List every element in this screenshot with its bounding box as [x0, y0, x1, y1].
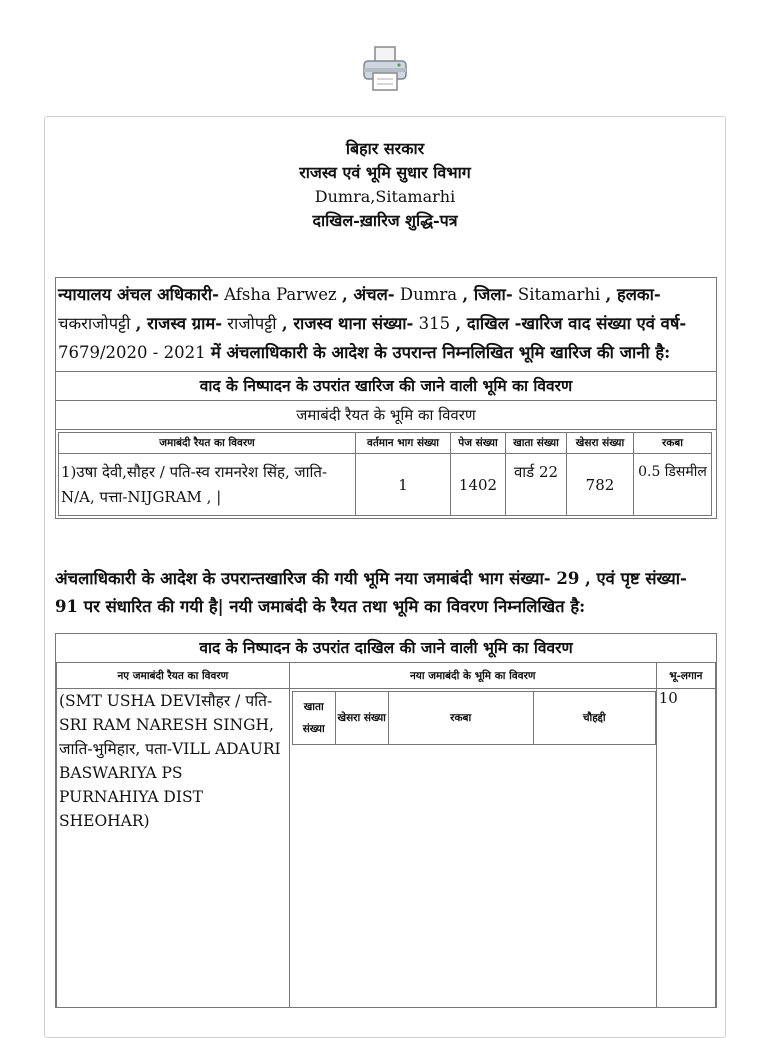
summary-text-c: पर संधारित की गयी है| नयी जमाबंदी के रैयत तथा भूमि का विवरण निम्नलिखित है: [77, 597, 586, 616]
cell-khesra: 782 [567, 454, 634, 516]
table-header-row [57, 663, 716, 689]
table-header-row [292, 692, 655, 745]
col-khata-header: खाता संख्या [506, 433, 567, 454]
table-row [57, 689, 716, 1008]
print-button[interactable] [360, 44, 410, 94]
sub-khata-header: खाता संख्या [292, 692, 335, 745]
header-government: बिहार सरकार [345, 139, 425, 158]
kharij-section-title: वाद के निष्पादन के उपरांत खारिज की जाने वाली भूमि का विवरण [56, 371, 716, 400]
kharij-table-wrap [56, 429, 716, 516]
halka-value: चकराजोपट्टी [58, 314, 136, 333]
thana-label: राजस्व थाना संख्या- [293, 314, 414, 333]
officer-name: Afsha Parwez [218, 285, 342, 304]
header-document-title: दाखिल-ख़ारिज शुद्धि-पत्र [312, 211, 458, 230]
summary-bhag: 29 [556, 569, 580, 588]
anchal-value: Dumra [394, 285, 463, 304]
summary-text-b: , एवं पृष्ट संख्या- [579, 569, 687, 588]
summary-text-a: अंचलाधिकारी के आदेश के उपरान्तखारिज की गयी भूमि नया जमाबंदी भाग संख्या- [55, 569, 557, 588]
col-rakba-header: रकबा [634, 433, 712, 454]
summary-paragraph [55, 565, 715, 621]
table-row [59, 454, 712, 516]
cell-new-bhoomi [289, 689, 656, 1008]
sub-chauhaddi-header: चौहद्दी [533, 692, 655, 745]
zila-value: Sitamarhi [512, 285, 606, 304]
summary-page: 91 [55, 597, 78, 616]
order-section [55, 277, 717, 519]
header-location: Dumra,Sitamarhi [314, 187, 456, 206]
sub-khesra-header: खेसरा संख्या [335, 692, 388, 745]
anchal-label: अंचल- [353, 285, 395, 304]
separator: , [455, 314, 467, 333]
dakhil-table [56, 662, 716, 1008]
cell-rakba: 0.5 डिसमील [634, 454, 712, 516]
vaad-value: 7679/2020 - 2021 [58, 343, 211, 362]
col-bhag-header: वर्तमान भाग संख्या [356, 433, 451, 454]
order-tail: में अंचलाधिकारी के आदेश के उपरान्त निम्नलिखित भूमि खारिज की जानी है: [210, 343, 671, 362]
cell-page: 1402 [451, 454, 506, 516]
cell-raiyat: 1)उषा देवी,सौहर / पति-स्व रामनरेश सिंह, जाति-N/A, पत्ता-NIJGRAM , | [59, 454, 356, 516]
gram-value: राजोपट्टी [222, 314, 282, 333]
separator: , [281, 314, 294, 333]
header-department: राजस्व एवं भूमि सुधार विभाग [299, 163, 471, 182]
separator: , [605, 285, 617, 304]
cell-bhag: 1 [356, 454, 451, 516]
dakhil-section [55, 633, 717, 1008]
separator: , [342, 285, 354, 304]
vaad-label: दाखिल -खारिज वाद संख्या एवं वर्ष- [466, 314, 687, 333]
printer-icon [360, 44, 410, 94]
halka-label: हलका- [616, 285, 661, 304]
document-header [45, 137, 725, 233]
separator: , [135, 314, 148, 333]
cell-khata: वार्ड 22 [506, 454, 567, 516]
dakhil-section-title: वाद के निष्पादन के उपरांत दाखिल की जाने वाली भूमि का विवरण [199, 638, 573, 657]
document-card [44, 116, 726, 1038]
col-khesra-header: खेसरा संख्या [567, 433, 634, 454]
table-header-row [59, 433, 712, 454]
bhoomi-subtable [292, 691, 656, 745]
col-new-bhoomi-header: नया जमाबंदी के भूमि का विवरण [289, 663, 656, 689]
thana-value: 315 [413, 314, 456, 333]
order-paragraph [56, 278, 716, 371]
kharij-table [58, 432, 712, 516]
sub-rakba-header: रकबा [388, 692, 533, 745]
kharij-section-subtitle: जमाबंदी रैयत के भूमि का विवरण [56, 400, 716, 429]
gram-label: राजस्व ग्राम- [147, 314, 223, 333]
col-page-header: पेज संख्या [451, 433, 506, 454]
separator: , [462, 285, 474, 304]
col-raiyat-header: जमाबंदी रैयत का विवरण [59, 433, 356, 454]
cell-lagan: 10 [656, 689, 715, 1008]
cell-new-raiyat: (SMT USHA DEVIसौहर / पति-SRI RAM NARESH SINGH, जाति-भुमिहार, पता-VILL ADAURI BASWARIYA PS PURNAHIYA DIST SHEOHAR) [57, 689, 290, 1008]
col-new-raiyat-header: नए जमाबंदी रैयत का विवरण [57, 663, 290, 689]
col-lagan-header: भू-लगान [656, 663, 715, 689]
court-label: न्यायालय अंचल अधिकारी- [58, 285, 219, 304]
zila-label: जिला- [473, 285, 513, 304]
